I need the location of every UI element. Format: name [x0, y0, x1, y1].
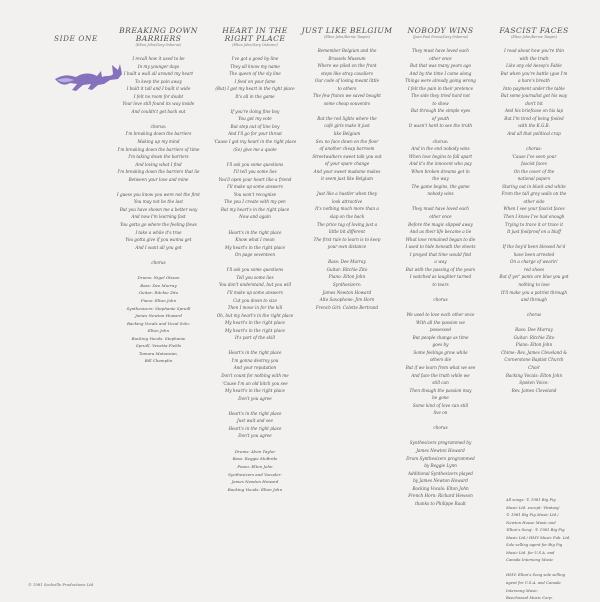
lyric-line: and through — [521, 297, 547, 303]
lyric-line: The queen of the sly line — [229, 71, 281, 77]
lyric-line: of another cheap barroom — [319, 146, 375, 152]
lyric-line: What love remained began to die — [405, 236, 476, 242]
lyric-line — [390, 432, 491, 440]
lyric-line: Trying to trace it or trace it — [505, 221, 563, 227]
lyric-line — [211, 402, 299, 410]
credit-line: Bill Champlin — [144, 358, 173, 364]
credit-line: James Newton Howard — [135, 313, 182, 319]
lyric-line: I'll tell you some lies — [233, 169, 277, 175]
musician-credits — [211, 448, 299, 493]
lyric-line: have been arrested — [513, 251, 555, 257]
lyric-line: to show — [432, 100, 449, 106]
lyric-line: But if we learn from what we see — [405, 364, 476, 370]
lyric-line: The price tag of loving just a — [316, 221, 378, 227]
copyright-notice: © 1981 Sackville Productions Ltd. — [28, 582, 95, 587]
lyric-line — [485, 304, 583, 312]
lyric-line: like Belgium — [333, 131, 361, 137]
lyric-line: nobody wins — [427, 191, 454, 197]
lyric-line: Brussels Museum — [328, 55, 366, 61]
song-title: FASCIST FACES — [499, 26, 569, 35]
lyric-line: Don't count for nothing with me — [221, 372, 289, 378]
lyric-line: Chime: Rev. James Cleveland & — [500, 349, 568, 355]
lyric-line: They must have loved each — [412, 48, 469, 53]
lyric-line: Making up my mind — [137, 139, 180, 145]
lyric-line — [390, 289, 491, 297]
credit-line: Elton John — [147, 328, 170, 334]
lyric-line — [485, 138, 583, 146]
lyric-line: Choir — [528, 364, 540, 370]
lyric-line — [298, 107, 396, 115]
lyric-line — [112, 251, 205, 259]
lyric-line: The first rule to learn is to keep — [313, 236, 381, 242]
lyric-line — [211, 342, 299, 350]
song-column-just-like-belgium — [298, 27, 396, 311]
lyric-line: other once — [429, 55, 452, 61]
lyric-line: It'll make you a patriot through — [500, 289, 568, 295]
credit-line: Bass: Dee Murray — [140, 282, 177, 288]
lyric-line: others die — [429, 357, 452, 363]
lyric-line — [211, 153, 299, 161]
lyric-line: But I'm tired of being fooled — [504, 115, 564, 121]
lyric-line — [485, 236, 583, 244]
lyric-line: The few francs we saved bought — [313, 93, 381, 99]
lyric-line: Heart's in the right place — [228, 425, 282, 431]
lyric-line: some cheap souvenirs — [323, 100, 371, 106]
lyric-line: French Girl: Colette Bertrand — [315, 304, 379, 310]
lyric-line: The side they tried hard not — [411, 93, 470, 99]
lyric-line: it seem just like Belgium — [321, 176, 373, 182]
lyric-line — [390, 417, 491, 425]
credit-line: Synthesizers and Vocoder: — [228, 471, 282, 477]
lyric-line: I feed on your fame — [234, 78, 276, 84]
lyric-line: To keep the pain away — [135, 78, 182, 84]
publishing-line: Music Ltd./ HMV Music Pub. Ltd. — [506, 534, 571, 540]
lyric-line: I'm breaking down the barriers of time — [117, 146, 200, 152]
lyric-line: But step out of line boy — [230, 123, 280, 129]
lyric-line: thanks to Philippe Rault — [415, 500, 466, 506]
lyric-line: And couldn't get back out — [131, 108, 186, 114]
lyric-line: But through the simple eyes — [410, 108, 471, 114]
credit-line: Bass: Reggie McBride — [232, 456, 278, 462]
lyric-line: And it's the innocent who pay — [409, 161, 472, 167]
song-heading — [485, 27, 583, 40]
lyric-line: Streetwalkers sweet talk you out — [312, 153, 382, 159]
lyric-line: But my heart's in the right place — [220, 206, 290, 212]
lyric-line: 'Cause I got my heart in the right place — [213, 139, 297, 145]
lyric-line: other once — [429, 214, 452, 220]
lyric-line: Just wait and see — [237, 418, 273, 424]
credit-line: Spruill, Venetta Fields — [135, 343, 182, 349]
lyric-line: Bass: Dee Murray — [328, 259, 366, 265]
lyric-line: I'll make up some answers — [227, 289, 283, 295]
lyric-line: And face the truth while we — [411, 372, 470, 378]
lyric-line: French Horn: Richard Hewson — [408, 493, 473, 499]
lyric-line: It's nothing much more than a — [315, 206, 379, 212]
lyric-line: chorus: — [526, 146, 542, 152]
lyric-line: Drum Synthesizers programmed — [406, 455, 475, 461]
lyric-line: Before the magic slipped away — [408, 221, 473, 227]
lyric-line: Spoken Voice: — [519, 380, 549, 386]
lyric-line: by James Newton Howard — [413, 478, 468, 484]
publishing-line: Newton House Music and — [506, 519, 556, 525]
lyric-line: Some feelings grow while — [413, 349, 468, 355]
publishing-line — [506, 564, 572, 572]
credit-line: Piano: Elton John — [140, 297, 177, 303]
lyric-line: You may not be the last — [133, 199, 184, 205]
lyric-line: We used to love each other once — [406, 312, 475, 318]
side-label: SIDE ONE — [54, 34, 98, 43]
publishing-line: HMV: Elton's Song sole selling — [506, 572, 566, 578]
lyric-line — [211, 100, 299, 108]
lyric-line: Piano: Elton John — [328, 274, 366, 280]
song-title: NOBODY WINS — [407, 26, 474, 35]
lyric-line: Then I know I've had enough — [503, 214, 565, 220]
lyric-line: And all that political crap — [507, 131, 561, 137]
lyric-line: Don't you agree — [238, 433, 272, 439]
lyric-line: chorus — [526, 312, 542, 318]
lyric-line: 'Cause I'm an old bitch you see — [222, 380, 288, 386]
song-heading — [112, 27, 205, 48]
lyric-line: Remember Belgium and the — [317, 48, 377, 53]
lyric-line: They must have loved each — [412, 206, 469, 212]
lyric-line — [112, 115, 205, 123]
lyric-line: Heart's in the right place — [228, 229, 282, 235]
lyric-line: If the boy'd been blessed he'd — [502, 244, 566, 250]
lyric-line: I built it tall and I built it wide — [126, 86, 191, 92]
lyric-line: Heart's in the right place — [228, 350, 282, 356]
lyric-line: chorus — [433, 425, 448, 431]
lyric-line: My heart's in the right place — [225, 327, 285, 333]
lyric-line: James Newton Howard — [416, 447, 465, 453]
lyric-line: And now I'm learning fast — [131, 214, 186, 220]
lyric-line: Staring out in black and white — [502, 183, 566, 189]
lyric-line: With all the passion we — [416, 319, 465, 325]
lyric-line: chorus — [433, 297, 448, 303]
lyric-line: I take a while it's true — [135, 229, 182, 235]
lyric-line: But if yer' pants are blue you got — [499, 274, 569, 280]
lyric-line: a way — [434, 259, 447, 265]
lyric-line: I prayed that time would find — [409, 251, 472, 257]
lyric-line: national papers — [517, 176, 551, 182]
lyric-line: And by the time I came along — [409, 70, 472, 76]
lyric-line: café girls make it just — [324, 123, 370, 129]
lyric-line: goes by — [432, 342, 449, 348]
lyric-line: Additional Synthesizers played — [408, 470, 473, 476]
lyric-line: (So) give me a quote — [233, 146, 277, 152]
lyric-line — [112, 183, 205, 191]
lyric-line: with the truth — [519, 55, 549, 61]
lyric-line: Synthesizers: — [332, 281, 362, 287]
lyric-line: little bit different — [328, 229, 366, 235]
lyric-line: Things were already going wrong — [405, 78, 476, 84]
lyric-line: Between your love and mine — [128, 176, 189, 182]
lyric-line: The you I create with my pen — [224, 199, 286, 205]
lyric-line: In my younger days — [137, 63, 180, 69]
lyric-line: It's part of the skill — [234, 335, 275, 341]
lyric-line: fascist faces — [521, 161, 547, 167]
song-heading — [298, 27, 396, 40]
lyric-line: to tears — [432, 281, 449, 287]
lyric-line: possessed — [429, 327, 452, 333]
credit-line: Drums: Nigel Olsson — [137, 275, 180, 281]
lyric-line: by Reggie Lynn — [424, 463, 457, 469]
lyric-line: I watched as laughter turned — [409, 274, 472, 280]
song-writer-credit: (Elton John/Gary Osborne) — [232, 43, 278, 47]
lyric-line: Our code of losing meant little — [314, 78, 380, 84]
lyric-line — [390, 130, 491, 138]
lyric-line: I felt no room for doubt — [133, 93, 184, 99]
lyric-line: Your love still found its way inside — [122, 101, 195, 107]
lyric-line: When love begins to fall apart — [408, 153, 473, 159]
publishing-line: agent for U.S.A. and Canada — [506, 580, 561, 586]
lyric-line: I read about how you're thin — [504, 48, 564, 53]
lyric-line: I've got a good by-line — [231, 56, 279, 61]
lyric-line: Piano: Elton John — [515, 342, 553, 348]
credit-line: Backing Vocals: Elton John — [227, 486, 283, 492]
lyric-line: Tell you some lies — [236, 274, 274, 280]
lyric-line: Cut you down to size — [233, 297, 277, 303]
lyric-line: Sex no face down on the floor — [315, 138, 379, 144]
lyric-line: Oh, but my heart's in the right place — [216, 312, 294, 318]
publishing-line: Beechwood Music Corp. — [506, 595, 553, 601]
lyric-line: When I see your fascist faces — [503, 206, 565, 212]
lyric-line: It wasn't hard to see the truth — [408, 123, 473, 129]
lyric-line: chorus: — [432, 138, 449, 144]
lyric-line: But you have shown me a better way — [119, 206, 198, 212]
lyric-line: And I'll go for your throat — [228, 131, 282, 137]
lyric-line: You gotta go where the feeling flows — [120, 222, 197, 228]
credit-line: Tamara Matoesian, — [139, 350, 178, 356]
song-writer-credit: (Elton John/Gary Osborne) — [135, 43, 182, 47]
lyric-line: Synthesizers programmed by — [409, 440, 472, 446]
lyric-line: I used to hide beneath the sheets — [405, 244, 476, 250]
musician-credits — [112, 274, 205, 365]
lyric-line: And as their life became a lie — [409, 229, 472, 235]
lyric-line: Bass: Dee Murray — [515, 327, 553, 333]
credit-line: James Newton Howard — [231, 479, 279, 485]
lyric-line: with the K.G.B. — [518, 123, 550, 129]
lyric-line: the way — [432, 176, 449, 182]
lyric-line: It's all in the game — [235, 93, 275, 99]
lyric-line — [298, 251, 396, 259]
lyric-line — [298, 183, 396, 191]
lyric-line: I'm taking down the barriers — [128, 154, 189, 160]
lyric-line: your own distance — [327, 244, 367, 250]
credit-line: Synthesizers: Stephanie Spruill — [126, 305, 191, 311]
lyric-line: be gone — [432, 395, 449, 401]
lyric-line: When broken dreams get in — [411, 168, 470, 174]
lyric-line — [390, 198, 491, 206]
lyric-line: You don't understand, but you will — [218, 282, 292, 288]
lyric-line: red shoes — [523, 266, 545, 272]
lyric-line: to others — [337, 85, 357, 91]
lyric-line: I'm breaking down the barriers — [125, 131, 192, 137]
lyric-line — [390, 304, 491, 312]
credit-line: Drums: Alvin Taylor — [234, 448, 276, 454]
publishing-line: Intersong Music — [506, 587, 538, 593]
lyric-line: still can — [432, 380, 449, 386]
lyric-line: I'll ask you some questions — [226, 267, 284, 273]
lyric-line: But people change as time — [412, 334, 469, 340]
credit-line: Backing Vocals: Stephanie — [131, 335, 186, 341]
lyric-line: You gotta give if you wanna get — [125, 237, 192, 243]
lyric-line: But the red lights where the — [317, 115, 377, 121]
lyric-line: They all know my name — [230, 63, 280, 69]
lyric-line: I built a wall all around my heart — [123, 71, 194, 77]
lyric-line: of youth — [431, 115, 450, 121]
song-column-fascist-faces — [485, 27, 583, 394]
publishing-line: 'Elton's Song': © 1981 Big Pig — [506, 527, 565, 533]
lyric-line: And I want all you got — [135, 244, 182, 250]
lyric-line: a hare's breath — [518, 78, 550, 84]
song-writer-credit: (Jean Paul Dreau/Gary Osborne) — [412, 35, 469, 39]
lyric-line: Don't you agree — [238, 395, 272, 401]
lyric-line — [211, 221, 299, 229]
lyric-line: On page seventeen — [234, 252, 276, 258]
lyric-line: You'll open your heart like a friend — [218, 176, 292, 182]
credit-line: Piano: Elton John — [237, 463, 273, 469]
lyric-line: Into payment under the table — [503, 85, 565, 91]
lyric-line: I'll ask you some questions — [226, 161, 284, 167]
lyric-line: On the cover of the — [513, 168, 555, 174]
lyric-line: other side — [523, 198, 545, 204]
lyric-line: Then though the passion may — [409, 387, 472, 393]
credit-line: Guitar: Ritchie Zito — [138, 290, 179, 296]
lyric-line: And your reputation — [233, 365, 277, 371]
lyric-line: Some kind of love can still — [412, 402, 469, 408]
lyric-line: But with the passing of the years — [405, 266, 476, 272]
song-title: HEART IN THE RIGHT PLACE — [222, 26, 288, 43]
lyric-line: From the tall grey walls on the — [501, 191, 567, 197]
lyric-line: I felt the pain in their pretence — [407, 85, 474, 91]
lyric-line: The game begins, the game — [411, 183, 470, 189]
lyric-line: I guess you know you were not the first — [117, 191, 200, 197]
lyric-line: slap on the back — [329, 214, 365, 220]
publishing-line: Music Ltd. for U.S.A. and — [506, 549, 555, 555]
publishing-line: Music Ltd. except: 'Fantasy' — [506, 504, 560, 510]
lyric-line: Just like a hustler when they — [316, 191, 378, 197]
lyric-line: chorus — [151, 259, 166, 265]
song-title: JUST LIKE BELGIUM — [301, 26, 393, 35]
song-writer-credit: (Elton John/Bernie Taupin) — [511, 35, 557, 39]
song-heading — [211, 27, 299, 48]
lyric-line: Then I move in for the kill — [227, 305, 283, 311]
lyric-line: And in the end nobody wins — [411, 146, 470, 152]
publishing-line: All songs: © 1981 Big Pig — [506, 497, 556, 502]
song-column-heart-in-the-right-place — [211, 27, 299, 493]
lyric-line: I'm breaking down the barriers that lie — [117, 169, 200, 175]
lyric-line: live on — [433, 410, 448, 416]
lyric-line: Backing Vocals: Elton John — [505, 372, 563, 378]
song-title: BREAKING DOWN BARRIERS — [119, 26, 198, 43]
lyric-line: And loving what I find — [135, 161, 182, 167]
lyric-line: Now and again — [239, 214, 271, 220]
publishing-notes — [506, 496, 572, 602]
publishing-line: Canada Intersong Music — [506, 557, 554, 563]
lyric-line: My heart's in the right place — [225, 320, 285, 326]
lyric-line: Rev. James Cleveland — [511, 387, 557, 393]
lyric-line: of your spare change — [324, 161, 370, 167]
lyric-line: My heart's in the right place — [225, 244, 285, 250]
lyric-line: Guitar: Ritchie Zito — [326, 266, 368, 272]
lyric-line: I recall how it used to be — [132, 56, 185, 61]
lyric-line: (But) I got my heart in the right place — [215, 86, 295, 92]
lyric-line: James Newton Howard — [322, 289, 372, 295]
lyric-line: I'm gonna destroy you — [231, 357, 279, 363]
lyric-line: Like any old Aesop's Fable — [506, 63, 562, 69]
lyric-line: You won't recognise — [233, 191, 277, 197]
lyric-line: Guitar: Ritchie Zito — [513, 334, 555, 340]
song-writer-credit: (Elton John/Bernie Taupin) — [324, 35, 370, 39]
publishing-line: © 1981 Big Pig Music Ltd./ — [506, 512, 559, 518]
lyric-line: You got my vote — [238, 116, 272, 122]
lyric-line: But that was many years ago — [410, 63, 471, 69]
lyric-line: Backing Vocals: Elton John — [412, 485, 469, 491]
lyric-line: But when you're battle (gue I'm — [500, 70, 568, 76]
lyric-line: Where we piled on the front — [317, 63, 377, 69]
lyric-line: And your sweet madame makes — [313, 168, 381, 174]
lyric-line: Know what I mean — [235, 237, 275, 243]
lyric-line: don't hit — [525, 100, 543, 106]
lyric-line: 'Cause I've seen your — [511, 153, 557, 159]
lyric-line: Cornerstone Baptist Church — [504, 357, 564, 363]
lyric-line: steps like stray cavaliers — [321, 70, 373, 76]
credit-line: Backing Vocals and Vocal Solo: — [127, 320, 190, 326]
lyric-line: On a charge of wearin' — [510, 259, 558, 265]
lyric-line: I'll make up some answers — [227, 184, 283, 190]
lyric-line: If you're doing fine boy — [230, 108, 280, 114]
lyric-line: chorus: — [150, 123, 167, 129]
lyric-line: nothing to lose — [518, 281, 550, 287]
song-heading — [390, 27, 491, 40]
lyric-line: look attractive — [331, 198, 363, 204]
lyric-line: But some journalist got his way — [500, 93, 568, 99]
lyric-line: It just foolproof on a bluff — [507, 229, 561, 235]
song-column-breaking-down-barriers — [112, 27, 205, 365]
publishing-line: Sole selling agent for Big Pig — [506, 542, 563, 548]
lyric-line — [485, 319, 583, 327]
lyric-line: And his briefcase on his lap — [504, 108, 564, 114]
song-column-nobody-wins — [390, 27, 491, 507]
lyric-line: My heart's in the right place — [225, 388, 285, 394]
lyric-line: Heart's in the right place — [228, 410, 282, 416]
lyric-line — [211, 259, 299, 267]
lyric-line: Alto Saxophone: Jim Horn — [319, 297, 375, 303]
